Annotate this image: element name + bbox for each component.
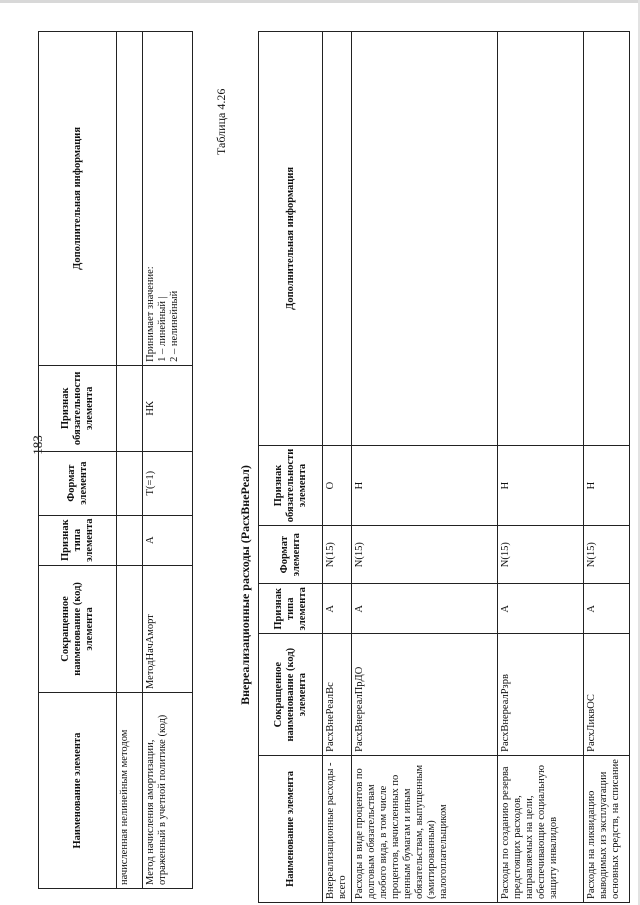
cell-required <box>117 365 143 451</box>
table-caption: Внереализационные расходы (РасхВнеРеал) <box>238 465 252 705</box>
cell-format <box>117 451 143 515</box>
cell-info <box>352 32 498 446</box>
table-row <box>352 32 498 903</box>
cell-name: Расходы на ликвидацию выводимых из эксплуатации основных средств, на списание <box>584 755 630 902</box>
header-code: Сокращенное наименование (код) элемента <box>39 565 117 692</box>
cell-required: О <box>323 445 352 526</box>
table-row <box>498 32 584 903</box>
header-required: Признак обязательности элемента <box>39 365 117 451</box>
cell-format: N(15) <box>323 526 352 584</box>
header-format: Формат элемента <box>259 526 323 584</box>
cell-type: А <box>584 584 630 634</box>
cell-type: А <box>323 584 352 634</box>
table-continuation <box>38 31 193 889</box>
cell-required: Н <box>352 445 498 526</box>
cell-code: РасхВнеРеалВс <box>323 634 352 755</box>
cell-name: Метод начисления амортизации, отраженный в учетной политике (код) <box>143 693 193 889</box>
cell-info <box>323 32 352 446</box>
cell-code: МетодНачАморт <box>143 565 193 692</box>
cell-name: Внереализационные расходы - всего <box>323 755 352 902</box>
header-required: Признак обязательности элемента <box>259 445 323 526</box>
table-non-operating-expenses <box>258 31 630 903</box>
cell-info: Принимает значение: 1 – линейный | 2 – нелинейный <box>143 32 193 366</box>
cell-code: РасхЛиквОС <box>584 634 630 755</box>
table-row <box>117 32 143 889</box>
cell-format: N(15) <box>498 526 584 584</box>
table-label: Таблица 4.26 <box>214 88 228 155</box>
table-row <box>323 32 352 903</box>
table-header-row <box>259 32 323 903</box>
cell-required: Н <box>584 445 630 526</box>
cell-info <box>498 32 584 446</box>
cell-code <box>117 565 143 692</box>
cell-type: А <box>143 515 193 565</box>
cell-format: N(15) <box>352 526 498 584</box>
cell-format: N(15) <box>584 526 630 584</box>
cell-code: РасхВнереалРзрв <box>498 634 584 755</box>
header-type: Признак типа элемента <box>259 584 323 634</box>
header-info: Дополнительная информация <box>39 32 117 366</box>
cell-type: А <box>498 584 584 634</box>
header-name: Наименование элемента <box>259 755 323 902</box>
header-code: Сокращенное наименование (код) элемента <box>259 634 323 755</box>
header-type: Признак типа элемента <box>39 515 117 565</box>
page-number: 183 <box>30 435 45 455</box>
table-row <box>584 32 630 903</box>
cell-name: Расходы в виде процентов по долговым обязательствам любого вида, в том числе процентов, начисленных по ценным бумагам и иным обязательствам, выпущенным (эмитированным) налогоплательщиком <box>352 755 498 902</box>
cell-type: А <box>352 584 498 634</box>
cell-info <box>584 32 630 446</box>
cell-type <box>117 515 143 565</box>
cell-code: РасхВнереалПрДО <box>352 634 498 755</box>
header-info: Дополнительная информация <box>259 32 323 446</box>
table-header-row <box>39 32 117 889</box>
cell-info <box>117 32 143 366</box>
cell-required: НК <box>143 365 193 451</box>
cell-required: Н <box>498 445 584 526</box>
cell-format: Т(=1) <box>143 451 193 515</box>
header-name: Наименование элемента <box>39 693 117 889</box>
cell-name: Расходы по созданию резерва предстоящих расходов, направляемых на цели, обеспечивающие социальную защиту инвалидов <box>498 755 584 902</box>
cell-name: начисленная нелинейным методом <box>117 693 143 889</box>
table-row <box>143 32 193 889</box>
header-format: Формат элемента <box>39 451 117 515</box>
